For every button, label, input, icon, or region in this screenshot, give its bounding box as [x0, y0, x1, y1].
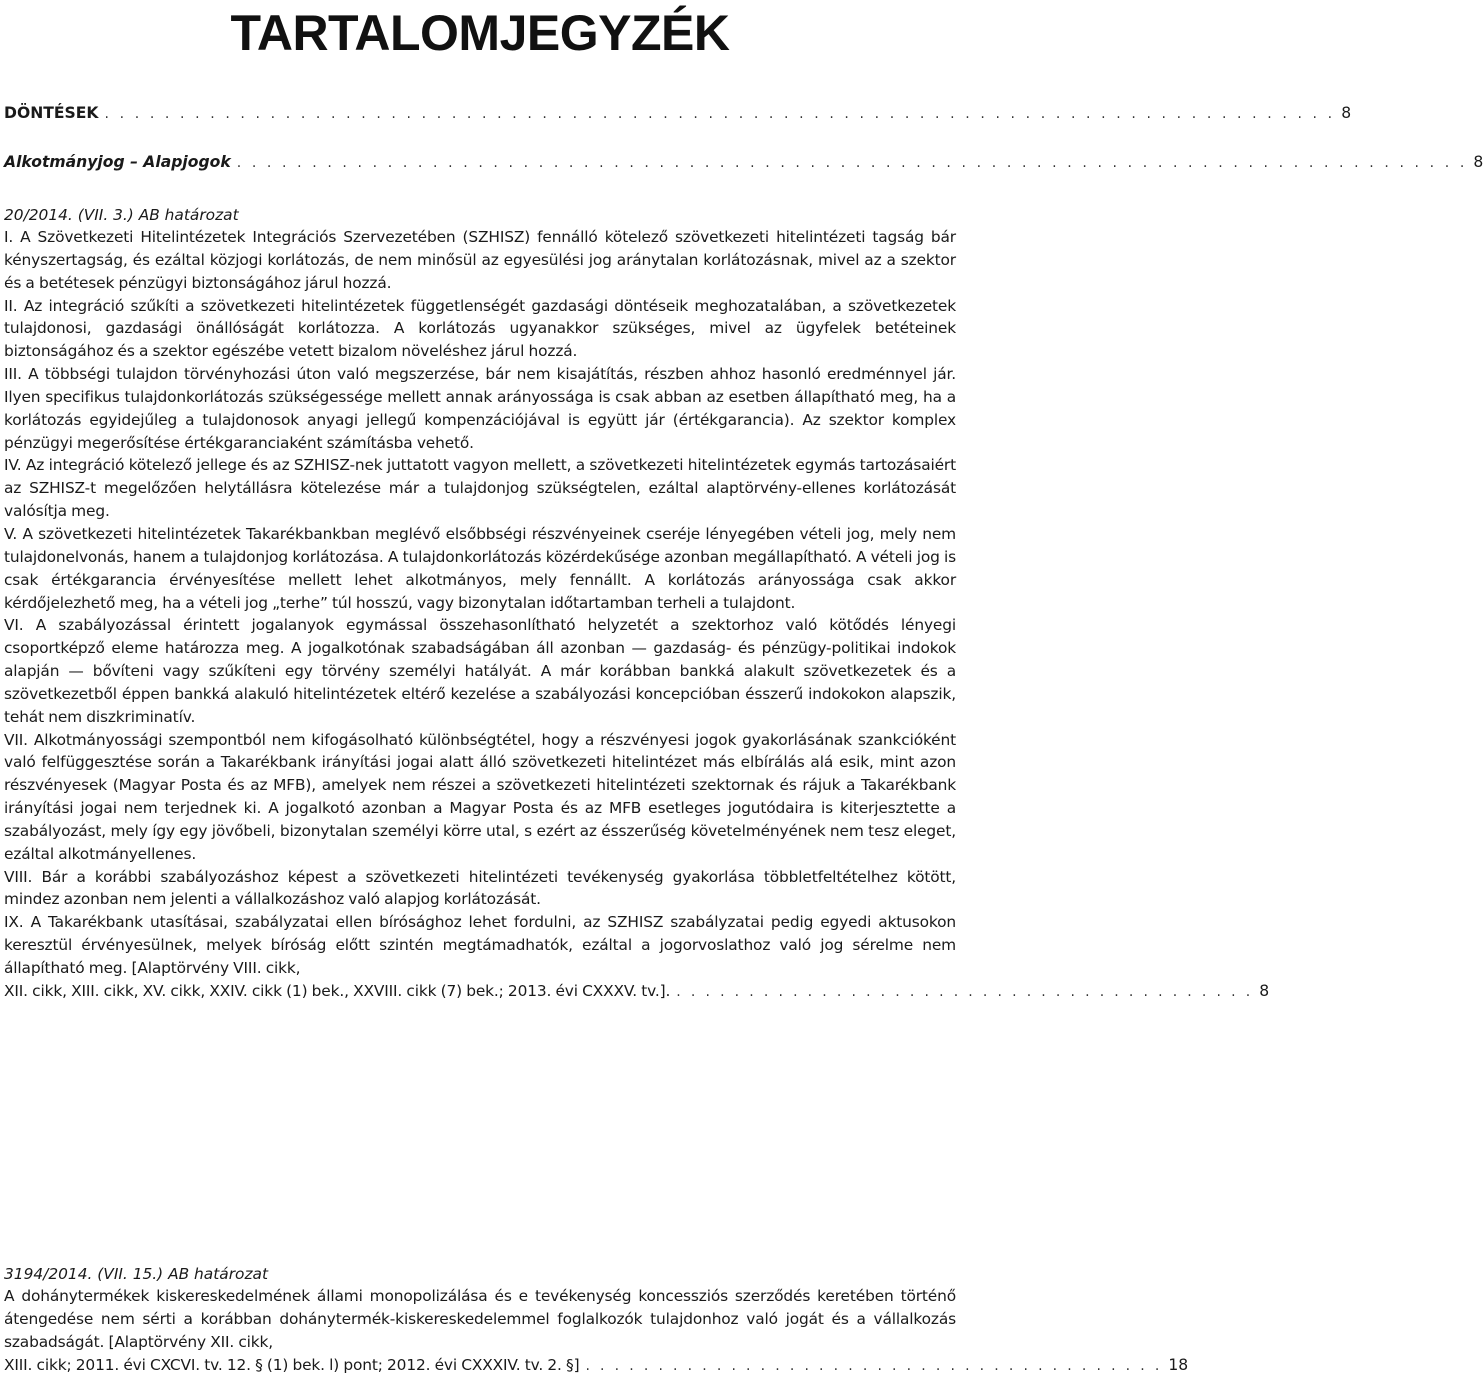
- toc-leader-dots: . . . . . . . . . . . . . . . . . . . . . . . . . . . . . . . . . . . . . . . . . . . . . . . . . . . . . . . . . . . . . . . . . . . . . . . . . . . . . . . . . .: [236, 155, 1468, 171]
- entry-paragraph: V. A szövetkezeti hitelintézetek Takarékbankban meglévő elsőbbségi részvényeinek cseréje lényegében vételi jog, mely nem tulajdonelvonás, hanem a tulajdonjog korlátozása. A tulajdonkorlátozás közérdekűsége azonban megállapítható. A vételi jog is csak értékgarancia érvényesítése mellett lehet alkotmányos, mely fennállt. A korlátozás arányossága csak akkor kérdőjelezhető meg, ha a vételi jog „terhe” túl hosszú, vagy bizonytalan időtartamban terheli a tulajdont.: [4, 524, 956, 612]
- entry-last-line: [4, 1354, 1188, 1378]
- page-title: TARTALOMJEGYZÉK: [230, 5, 730, 61]
- toc-page-number: 18: [1168, 1355, 1188, 1374]
- entry-paragraph: A dohánytermékek kiskereskedelmének állami monopolizálása és e tevékenység koncessziós szerződés keretében történő átengedése nem sérti a korábban dohánytermék-kiskereskedelemmel foglalkozók tulajdonhoz való jogát és a vállalkozás szabadságát. [Alaptörvény XII. cikk,: [4, 1287, 956, 1351]
- entry-last-line-text: XII. cikk, XIII. cikk, XV. cikk, XXIV. cikk (1) bek., XXVIII. cikk (7) bek.; 2013. évi CXXXV. tv.].: [4, 981, 671, 1000]
- toc-page-number: 8: [1341, 104, 1352, 122]
- entry-paragraph: I. A Szövetkezeti Hitelintézetek Integrációs Szervezetében (SZHISZ) fennálló kötelező szövetkezeti hitelintézeti tagság bár kényszertagság, és ezáltal közjogi korlátozás, de nem minősül az egyesülési jog aránytalan korlátozásnak, mivel az a szektor és a betétesek pénzügyi biztonságához járul hozzá.: [4, 228, 956, 292]
- toc-row-constitutional-law[interactable]: [4, 153, 1483, 171]
- entry-paragraph: VII. Alkotmányossági szempontból nem kifogásolható különbségtétel, hogy a részvényesi jogok gyakorlásának szankcióként való felfüggesztése során a Takarékbank irányítási jogai alatt álló szövetkezeti hitelintézet más elbírálás alá esik, mint azon részvényesek (Magyar Posta és az MFB), amelyek nem részei a szövetkezeti hitelintézeti szektornak és rájuk a Takarékbank irányítási jogai nem terjednek ki. A jogalkotó azonban a Magyar Posta és az MFB esetleges jogutódaira is kiterjesztette a szabályozást, mely így egy jövőbeli, bizonytalan személyi körre utal, s ezért az ésszerűség követelményének nem tesz eleget, ezáltal alkotmányellenes.: [4, 730, 956, 863]
- entry-body: [4, 1285, 1188, 1377]
- toc-leader-dots: . . . . . . . . . . . . . . . . . . . . . . . . . . . . . . . . . . . . . . . .: [676, 983, 1254, 1000]
- toc-label: Alkotmányjog – Alapjogok: [4, 153, 231, 171]
- toc-page-number: 8: [1473, 153, 1483, 171]
- toc-label: DÖNTÉSEK: [4, 104, 99, 122]
- entry-paragraph: II. Az integráció szűkíti a szövetkezeti hitelintézetek függetlenségét gazdasági döntéseik meghozatalában, a szövetkezetek tulajdonosi, gazdasági önállóságát korlátozza. A korlátozás ugyanakkor szükséges, mivel az ügyfelek betéteinek biztonságához és a szektor egészébe vetett bizalom növeléshez járul hozzá.: [4, 296, 956, 361]
- toc-entry-20-2014[interactable]: [4, 204, 1270, 1004]
- entry-body: [4, 226, 1270, 1004]
- entry-last-line: [4, 980, 1270, 1004]
- entry-paragraph: IX. A Takarékbank utasításai, szabályzatai ellen bírósághoz lehet fordulni, az SZHISZ szabályzatai pedig egyedi aktusokon keresztül érvényesülnek, melyek bíróság előtt szintén megtámadhatók, ezáltal a jogorvoslathoz való jog sérelme nem állapítható meg. [Alaptörvény VIII. cikk,: [4, 913, 956, 977]
- entry-heading: 3194/2014. (VII. 15.) AB határozat: [4, 1265, 268, 1283]
- entry-heading: 20/2014. (VII. 3.) AB határozat: [4, 206, 239, 224]
- toc-leader-dots: . . . . . . . . . . . . . . . . . . . . . . . . . . . . . . . . . . . . . . . .: [585, 1357, 1163, 1374]
- entry-paragraph: IV. Az integráció kötelező jellege és az SZHISZ-nek juttatott vagyon mellett, a szövetkezeti hitelintézetek egymás tartozásaiért az SZHISZ-t megelőzően helytállásra kötelezése már a tulajdonjog szükségtelen, ezáltal alaptörvény-ellenes korlátozását valósítja meg.: [4, 456, 956, 521]
- entry-paragraph: VI. A szabályozással érintett jogalanyok egymással összehasonlítható helyzetét a szektorhoz való kötődés lényegi csoportképző eleme határozza meg. A jogalkotónak szabadságában áll azonban — gazdaság- és pénzügy-politikai indokok alapján — bővíteni vagy szűkíteni egy törvény személyi hatályát. A már korábban bankká alakult szövetkezetek és a szövetkezetből éppen bankká alakuló hitelintézetek eltérő kezelése a szabályozási koncepcióban ésszerű indokokon alapszik, tehát nem diszkriminatív.: [4, 616, 956, 726]
- entry-paragraph: III. A többségi tulajdon törvényhozási úton való megszerzése, bár nem kisajátítás, részben ahhoz hasonló eredménnyel jár. Ilyen specifikus tulajdonkorlátozás szükségessége mellett annak arányossága is csak abban az esetben állapítható meg, ha a korlátozás egyidejűleg a tulajdonosok anyagi jellegű kompenzációjával is együtt jár (értékgarancia). Az szektor komplex pénzügyi megerősítése értékgaranciaként számításba vehető.: [4, 365, 956, 452]
- entry-paragraph: VIII. Bár a korábbi szabályozáshoz képest a szövetkezeti hitelintézeti tevékenység gyakorlása többletfeltételhez kötött, mindez azonban nem jelenti a vállalkozáshoz való alapjog korlátozását.: [4, 867, 956, 909]
- entry-last-line-text: XIII. cikk; 2011. évi CXCVI. tv. 12. § (1) bek. l) pont; 2012. évi CXXXIV. tv. 2. §]: [4, 1355, 580, 1374]
- toc-leader-dots: . . . . . . . . . . . . . . . . . . . . . . . . . . . . . . . . . . . . . . . . . . . . . . . . . . . . . . . . . . . . . . . . . . . . . . . . . . . . . . . . . .: [104, 106, 1336, 122]
- toc-row-decisions[interactable]: [4, 104, 1352, 122]
- toc-page-number: 8: [1259, 981, 1270, 1000]
- toc-entry-3194-2014[interactable]: [4, 1263, 1188, 1377]
